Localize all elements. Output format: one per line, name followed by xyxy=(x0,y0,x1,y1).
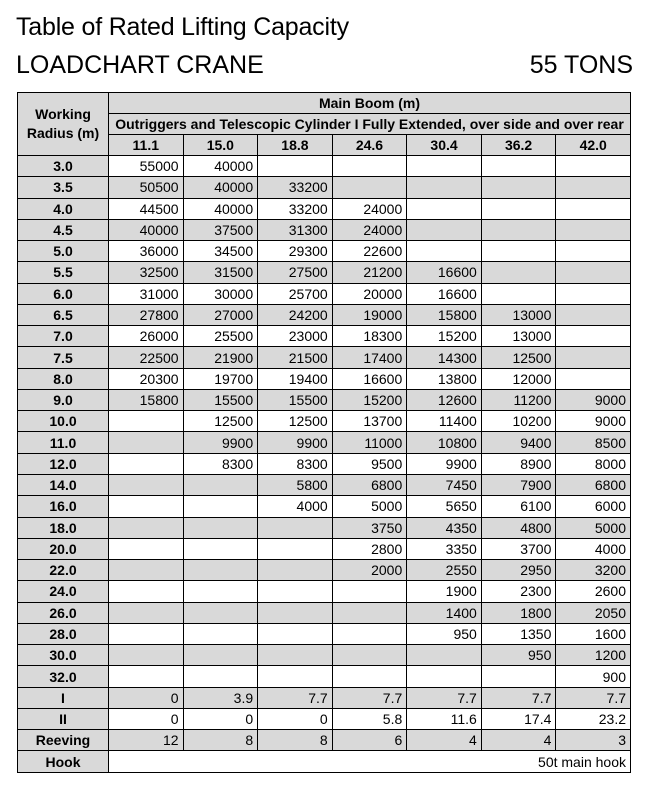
table-row xyxy=(18,219,631,240)
radius-cell: 7.5 xyxy=(18,347,109,368)
capacity-cell: 5.8 xyxy=(332,708,407,729)
capacity-cell: 12000 xyxy=(481,368,556,389)
capacity-cell: 8500 xyxy=(556,432,631,453)
capacity-cell: 50500 xyxy=(109,177,184,198)
radius-cell: 28.0 xyxy=(18,623,109,644)
capacity-cell: 22600 xyxy=(332,241,407,262)
capacity-cell: 2550 xyxy=(407,560,482,581)
capacity-cell: 6000 xyxy=(556,496,631,517)
capacity-cell xyxy=(407,645,482,666)
subtitle-row xyxy=(16,50,633,80)
capacity-cell: 6800 xyxy=(332,474,407,495)
radius-cell: Reeving xyxy=(18,730,109,751)
capacity-cell: 18300 xyxy=(332,326,407,347)
radius-cell: 10.0 xyxy=(18,411,109,432)
capacity-cell xyxy=(332,645,407,666)
capacity-cell xyxy=(183,474,258,495)
crane-name: LOADCHART CRANE xyxy=(16,51,264,79)
capacity-cell: 25700 xyxy=(258,283,333,304)
capacity-cell: 27500 xyxy=(258,262,333,283)
capacity-cell: 3350 xyxy=(407,538,482,559)
capacity-cell: 6100 xyxy=(481,496,556,517)
boom-length-header: 15.0 xyxy=(183,135,258,156)
capacity-cell: 11.6 xyxy=(407,708,482,729)
table-row xyxy=(18,326,631,347)
capacity-cell xyxy=(556,368,631,389)
table-row xyxy=(18,602,631,623)
capacity-cell: 9900 xyxy=(183,432,258,453)
radius-cell: 8.0 xyxy=(18,368,109,389)
capacity-cell: 23.2 xyxy=(556,708,631,729)
table-row xyxy=(18,283,631,304)
capacity-cell xyxy=(481,666,556,687)
capacity-cell: 5000 xyxy=(332,496,407,517)
capacity-cell: 26000 xyxy=(109,326,184,347)
boom-length-header: 24.6 xyxy=(332,135,407,156)
table-row xyxy=(18,432,631,453)
chart-body xyxy=(18,156,631,773)
capacity-cell: 1200 xyxy=(556,645,631,666)
boom-length-row xyxy=(18,135,631,156)
capacity-cell: 17400 xyxy=(332,347,407,368)
capacity-cell xyxy=(109,411,184,432)
table-row xyxy=(18,496,631,517)
capacity-cell xyxy=(481,156,556,177)
capacity-cell: 24200 xyxy=(258,304,333,325)
radius-cell: 11.0 xyxy=(18,432,109,453)
radius-cell: II xyxy=(18,708,109,729)
capacity-cell: 4 xyxy=(407,730,482,751)
configuration-header: Outriggers and Telescopic Cylinder I Fully Extended, over side and over rear xyxy=(109,114,631,135)
capacity-cell: 9000 xyxy=(556,389,631,410)
capacity-cell xyxy=(183,623,258,644)
radius-cell: 5.0 xyxy=(18,241,109,262)
capacity-cell xyxy=(556,347,631,368)
capacity-cell xyxy=(109,581,184,602)
capacity-cell: 32500 xyxy=(109,262,184,283)
capacity-cell xyxy=(556,304,631,325)
capacity-cell: 20000 xyxy=(332,283,407,304)
capacity-cell: 1350 xyxy=(481,623,556,644)
table-row xyxy=(18,623,631,644)
crane-capacity: 55 TONS xyxy=(529,51,633,79)
radius-cell: 3.5 xyxy=(18,177,109,198)
capacity-cell xyxy=(556,262,631,283)
radius-cell: 7.0 xyxy=(18,326,109,347)
capacity-cell xyxy=(407,156,482,177)
table-row xyxy=(18,198,631,219)
capacity-cell: 12600 xyxy=(407,389,482,410)
table-row xyxy=(18,262,631,283)
table-row xyxy=(18,474,631,495)
capacity-cell xyxy=(332,581,407,602)
capacity-cell: 15800 xyxy=(407,304,482,325)
capacity-cell: 11000 xyxy=(332,432,407,453)
capacity-cell xyxy=(258,560,333,581)
hook-row xyxy=(18,751,631,773)
capacity-cell: 40000 xyxy=(109,219,184,240)
capacity-cell: 44500 xyxy=(109,198,184,219)
capacity-cell xyxy=(556,198,631,219)
capacity-cell xyxy=(481,241,556,262)
capacity-cell: 1800 xyxy=(481,602,556,623)
capacity-cell: 20300 xyxy=(109,368,184,389)
radius-cell: 5.5 xyxy=(18,262,109,283)
capacity-cell: 950 xyxy=(481,645,556,666)
capacity-cell xyxy=(109,432,184,453)
capacity-cell: 16600 xyxy=(407,262,482,283)
radius-cell: 3.0 xyxy=(18,156,109,177)
hook-label: Hook xyxy=(18,751,109,773)
capacity-cell: 7.7 xyxy=(481,687,556,708)
table-row xyxy=(18,453,631,474)
capacity-cell: 19000 xyxy=(332,304,407,325)
capacity-cell xyxy=(109,474,184,495)
capacity-cell: 13700 xyxy=(332,411,407,432)
capacity-cell: 16600 xyxy=(332,368,407,389)
capacity-cell: 5650 xyxy=(407,496,482,517)
capacity-cell: 21200 xyxy=(332,262,407,283)
table-row xyxy=(18,304,631,325)
capacity-cell: 23000 xyxy=(258,326,333,347)
capacity-cell: 8 xyxy=(258,730,333,751)
capacity-cell: 4350 xyxy=(407,517,482,538)
capacity-cell: 31300 xyxy=(258,219,333,240)
capacity-cell: 1400 xyxy=(407,602,482,623)
capacity-cell: 13000 xyxy=(481,304,556,325)
radius-cell: 9.0 xyxy=(18,389,109,410)
capacity-cell: 2050 xyxy=(556,602,631,623)
capacity-cell: 9000 xyxy=(556,411,631,432)
capacity-cell xyxy=(556,283,631,304)
capacity-cell: 30000 xyxy=(183,283,258,304)
capacity-cell: 40000 xyxy=(183,177,258,198)
table-row xyxy=(18,560,631,581)
capacity-cell: 5000 xyxy=(556,517,631,538)
capacity-cell xyxy=(556,177,631,198)
capacity-cell: 6800 xyxy=(556,474,631,495)
capacity-cell xyxy=(183,602,258,623)
capacity-cell xyxy=(109,645,184,666)
capacity-cell xyxy=(109,602,184,623)
table-row xyxy=(18,517,631,538)
capacity-cell: 37500 xyxy=(183,219,258,240)
capacity-cell: 9500 xyxy=(332,453,407,474)
capacity-cell xyxy=(332,177,407,198)
capacity-cell: 8300 xyxy=(258,453,333,474)
capacity-cell xyxy=(481,177,556,198)
radius-cell: 18.0 xyxy=(18,517,109,538)
capacity-cell xyxy=(183,517,258,538)
capacity-cell: 8900 xyxy=(481,453,556,474)
capacity-cell: 31000 xyxy=(109,283,184,304)
capacity-cell: 2950 xyxy=(481,560,556,581)
capacity-cell: 13800 xyxy=(407,368,482,389)
capacity-cell xyxy=(183,496,258,517)
capacity-cell: 15500 xyxy=(183,389,258,410)
table-row xyxy=(18,708,631,729)
page-title: Table of Rated Lifting Capacity xyxy=(16,13,349,41)
table-row xyxy=(18,156,631,177)
capacity-cell: 25500 xyxy=(183,326,258,347)
capacity-cell xyxy=(332,156,407,177)
radius-cell: I xyxy=(18,687,109,708)
capacity-cell xyxy=(258,645,333,666)
capacity-cell: 24000 xyxy=(332,219,407,240)
capacity-cell: 3700 xyxy=(481,538,556,559)
capacity-cell: 0 xyxy=(258,708,333,729)
capacity-cell: 11400 xyxy=(407,411,482,432)
capacity-cell xyxy=(332,623,407,644)
capacity-cell: 9900 xyxy=(258,432,333,453)
capacity-cell xyxy=(109,666,184,687)
capacity-cell xyxy=(258,517,333,538)
radius-cell: 16.0 xyxy=(18,496,109,517)
radius-cell: 6.0 xyxy=(18,283,109,304)
capacity-cell xyxy=(183,645,258,666)
radius-cell: 6.5 xyxy=(18,304,109,325)
capacity-cell: 17.4 xyxy=(481,708,556,729)
main-boom-header: Main Boom (m) xyxy=(109,93,631,114)
capacity-cell xyxy=(556,241,631,262)
capacity-cell: 0 xyxy=(109,708,184,729)
capacity-cell xyxy=(183,581,258,602)
boom-length-header: 30.4 xyxy=(407,135,482,156)
capacity-cell: 5800 xyxy=(258,474,333,495)
capacity-cell: 2000 xyxy=(332,560,407,581)
capacity-cell: 12500 xyxy=(481,347,556,368)
capacity-cell: 40000 xyxy=(183,198,258,219)
capacity-cell xyxy=(481,262,556,283)
capacity-cell: 12 xyxy=(109,730,184,751)
capacity-cell xyxy=(258,623,333,644)
capacity-cell: 950 xyxy=(407,623,482,644)
capacity-cell: 7.7 xyxy=(407,687,482,708)
capacity-cell: 27800 xyxy=(109,304,184,325)
capacity-cell xyxy=(481,283,556,304)
table-row xyxy=(18,645,631,666)
capacity-cell: 19700 xyxy=(183,368,258,389)
capacity-cell xyxy=(258,156,333,177)
capacity-cell: 22500 xyxy=(109,347,184,368)
boom-length-header: 11.1 xyxy=(109,135,184,156)
capacity-cell: 7450 xyxy=(407,474,482,495)
capacity-cell: 21500 xyxy=(258,347,333,368)
capacity-cell: 7900 xyxy=(481,474,556,495)
table-row xyxy=(18,581,631,602)
capacity-cell: 36000 xyxy=(109,241,184,262)
capacity-cell: 12500 xyxy=(183,411,258,432)
hook-value: 50t main hook xyxy=(109,751,631,773)
capacity-cell: 3.9 xyxy=(183,687,258,708)
radius-cell: 26.0 xyxy=(18,602,109,623)
capacity-cell xyxy=(556,219,631,240)
table-row xyxy=(18,666,631,687)
table-row xyxy=(18,347,631,368)
capacity-cell xyxy=(183,560,258,581)
radius-cell: 32.0 xyxy=(18,666,109,687)
capacity-cell: 2600 xyxy=(556,581,631,602)
capacity-cell: 1600 xyxy=(556,623,631,644)
table-row xyxy=(18,241,631,262)
capacity-cell: 14300 xyxy=(407,347,482,368)
radius-cell: 22.0 xyxy=(18,560,109,581)
capacity-cell: 16600 xyxy=(407,283,482,304)
capacity-cell: 12500 xyxy=(258,411,333,432)
capacity-cell xyxy=(332,666,407,687)
capacity-cell: 7.7 xyxy=(556,687,631,708)
capacity-cell: 9400 xyxy=(481,432,556,453)
capacity-cell: 31500 xyxy=(183,262,258,283)
capacity-cell xyxy=(556,326,631,347)
capacity-cell xyxy=(183,666,258,687)
table-row xyxy=(18,368,631,389)
capacity-cell xyxy=(407,177,482,198)
capacity-cell: 4800 xyxy=(481,517,556,538)
capacity-cell: 13000 xyxy=(481,326,556,347)
capacity-cell xyxy=(109,560,184,581)
capacity-cell: 24000 xyxy=(332,198,407,219)
capacity-cell xyxy=(332,602,407,623)
capacity-cell: 15200 xyxy=(407,326,482,347)
capacity-cell: 33200 xyxy=(258,177,333,198)
radius-cell: 30.0 xyxy=(18,645,109,666)
capacity-cell xyxy=(407,198,482,219)
capacity-cell: 3200 xyxy=(556,560,631,581)
capacity-cell: 1900 xyxy=(407,581,482,602)
capacity-cell: 19400 xyxy=(258,368,333,389)
capacity-cell xyxy=(258,538,333,559)
capacity-cell: 4000 xyxy=(258,496,333,517)
capacity-cell xyxy=(481,198,556,219)
capacity-cell xyxy=(258,581,333,602)
capacity-cell: 55000 xyxy=(109,156,184,177)
capacity-cell: 9900 xyxy=(407,453,482,474)
capacity-cell: 11200 xyxy=(481,389,556,410)
table-row xyxy=(18,177,631,198)
capacity-cell: 2300 xyxy=(481,581,556,602)
capacity-cell xyxy=(109,538,184,559)
radius-cell: 20.0 xyxy=(18,538,109,559)
capacity-cell xyxy=(109,517,184,538)
table-row xyxy=(18,411,631,432)
capacity-cell: 2800 xyxy=(332,538,407,559)
capacity-cell: 6 xyxy=(332,730,407,751)
load-chart-table xyxy=(17,92,631,773)
capacity-cell: 33200 xyxy=(258,198,333,219)
capacity-cell: 0 xyxy=(109,687,184,708)
capacity-cell: 3750 xyxy=(332,517,407,538)
table-row xyxy=(18,538,631,559)
capacity-cell: 8300 xyxy=(183,453,258,474)
capacity-cell: 15500 xyxy=(258,389,333,410)
capacity-cell xyxy=(109,453,184,474)
capacity-cell: 40000 xyxy=(183,156,258,177)
capacity-cell: 10800 xyxy=(407,432,482,453)
capacity-cell: 15800 xyxy=(109,389,184,410)
radius-cell: 14.0 xyxy=(18,474,109,495)
capacity-cell: 21900 xyxy=(183,347,258,368)
boom-length-header: 36.2 xyxy=(481,135,556,156)
capacity-cell: 7.7 xyxy=(332,687,407,708)
table-row xyxy=(18,687,631,708)
table-row xyxy=(18,389,631,410)
boom-length-header: 42.0 xyxy=(556,135,631,156)
capacity-cell: 27000 xyxy=(183,304,258,325)
capacity-cell: 10200 xyxy=(481,411,556,432)
capacity-cell xyxy=(407,241,482,262)
capacity-cell: 4000 xyxy=(556,538,631,559)
capacity-cell: 900 xyxy=(556,666,631,687)
capacity-cell xyxy=(407,219,482,240)
capacity-cell xyxy=(109,623,184,644)
radius-cell: 12.0 xyxy=(18,453,109,474)
radius-cell: 4.5 xyxy=(18,219,109,240)
capacity-cell: 8000 xyxy=(556,453,631,474)
capacity-cell: 8 xyxy=(183,730,258,751)
capacity-cell: 15200 xyxy=(332,389,407,410)
capacity-cell: 0 xyxy=(183,708,258,729)
capacity-cell xyxy=(109,496,184,517)
capacity-cell xyxy=(183,538,258,559)
capacity-cell: 34500 xyxy=(183,241,258,262)
capacity-cell xyxy=(407,666,482,687)
radius-cell: 24.0 xyxy=(18,581,109,602)
capacity-cell: 29300 xyxy=(258,241,333,262)
working-radius-header: Working Radius (m) xyxy=(18,93,109,156)
capacity-cell: 4 xyxy=(481,730,556,751)
radius-cell: 4.0 xyxy=(18,198,109,219)
capacity-cell: 7.7 xyxy=(258,687,333,708)
capacity-cell xyxy=(556,156,631,177)
capacity-cell xyxy=(258,602,333,623)
boom-length-header: 18.8 xyxy=(258,135,333,156)
capacity-cell: 3 xyxy=(556,730,631,751)
capacity-cell xyxy=(481,219,556,240)
capacity-cell xyxy=(258,666,333,687)
table-row xyxy=(18,730,631,751)
